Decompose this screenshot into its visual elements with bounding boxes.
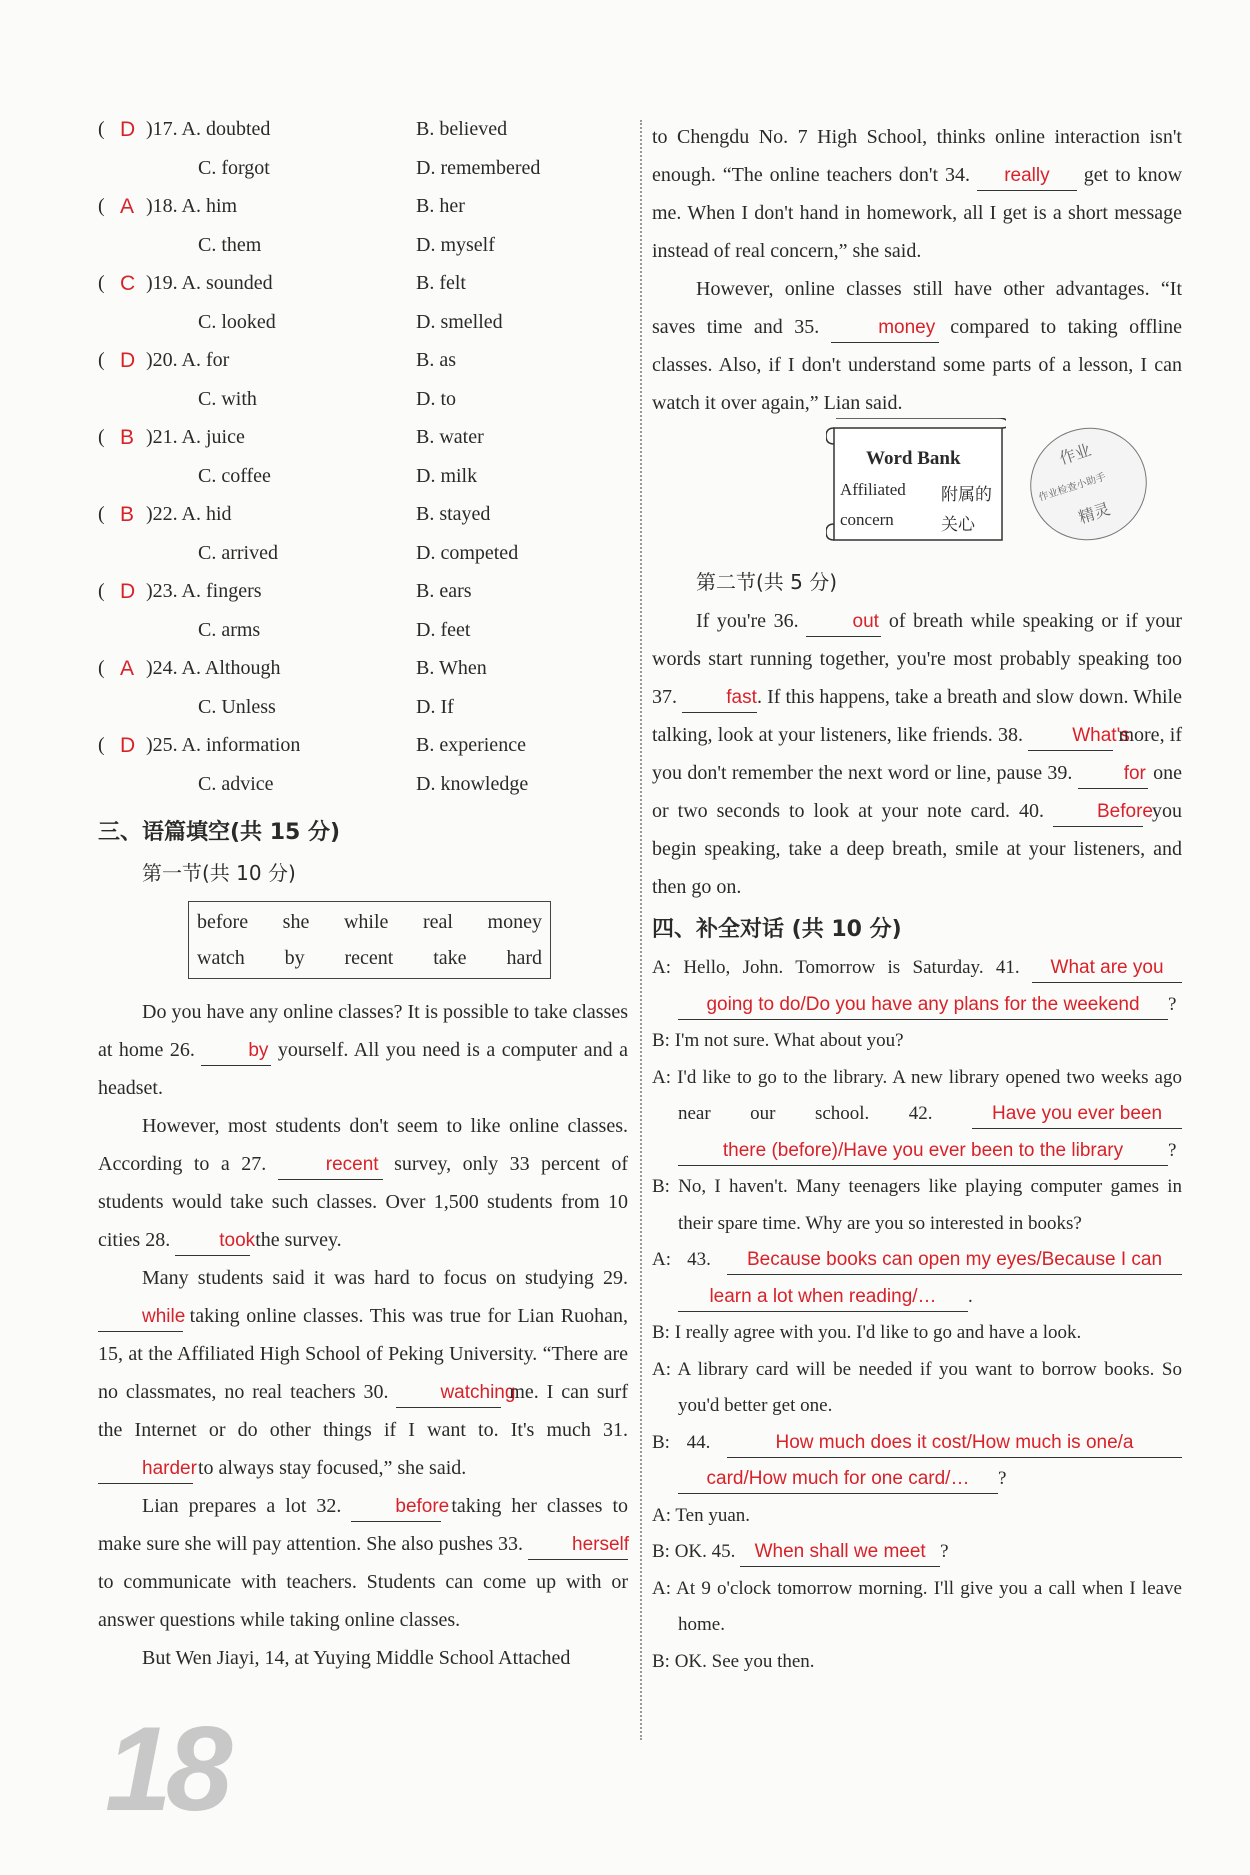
mc-question-row xyxy=(98,118,628,157)
mc-option-b: B. believed xyxy=(416,118,508,140)
mc-option-b: B. her xyxy=(416,195,465,217)
mc-question-row-2 xyxy=(98,388,628,427)
answer-blank-43a[interactable]: Because books can open my eyes/Because I can xyxy=(727,1246,1182,1275)
mc-answer[interactable]: A xyxy=(120,195,135,218)
answer-blank-37[interactable]: fast xyxy=(682,684,757,713)
mc-question-row xyxy=(98,734,628,773)
answer-blank-43b[interactable]: learn a lot when reading/… xyxy=(678,1283,968,1312)
answer-blank-44a[interactable]: How much does it cost/How much is one/a xyxy=(727,1429,1182,1458)
mc-open-paren: ( xyxy=(98,503,105,525)
mc-open-paren: ( xyxy=(98,195,105,217)
word-box-word: before xyxy=(197,911,249,933)
mc-question-row xyxy=(98,426,628,465)
stamp-ring-text: 作业检查小助手 xyxy=(1037,471,1108,504)
answer-blank-33[interactable]: herself xyxy=(528,1531,628,1560)
answer-blank-40[interactable]: Before xyxy=(1053,798,1143,827)
mc-option-c: C. them xyxy=(198,233,262,256)
mc-option-a: )21. A. juice xyxy=(146,426,245,448)
mc-answer[interactable]: A xyxy=(120,657,135,680)
answer-blank-31[interactable]: harder xyxy=(98,1455,193,1484)
mc-option-d: D. remembered xyxy=(416,156,541,179)
mc-answer[interactable]: D xyxy=(120,580,136,603)
mc-answer[interactable]: D xyxy=(120,734,136,757)
section-3-part-1-heading: 第一节(共 10 分) xyxy=(142,861,296,885)
word-box-word: recent xyxy=(344,947,394,969)
mc-option-b: B. water xyxy=(416,426,484,448)
mc-option-a: )18. A. him xyxy=(146,195,238,217)
mc-option-a: )17. A. doubted xyxy=(146,118,271,140)
mc-answer[interactable]: B xyxy=(120,503,135,526)
word-box-word: money xyxy=(487,911,542,933)
mc-option-c: C. arms xyxy=(198,618,261,641)
answer-blank-36[interactable]: out xyxy=(806,608,881,637)
mc-option-a: )19. A. sounded xyxy=(146,272,273,294)
mc-option-a: )25. A. information xyxy=(146,734,301,756)
stamp-bottom-text: 精灵 xyxy=(1076,499,1113,528)
mc-option-b: B. experience xyxy=(416,734,526,756)
mc-option-d: D. milk xyxy=(416,464,478,487)
paragraph-6: to Chengdu No. 7 High School, thinks online interaction isn't enough. “The online teachers don't 34. really get to know me. When I don't hand in homework, all I get is a short message instead of real concern,” she said. xyxy=(652,126,1183,262)
paragraph-4: Lian prepares a lot 32. before taking her classes to make sure she will pay attention. She also pushes 33. herself to communicate with teachers. Students can come up with or answer questions while taking online classes. xyxy=(98,1495,630,1631)
mc-option-d: D. feet xyxy=(416,618,471,641)
answer-blank-41a[interactable]: What are you xyxy=(1032,954,1182,983)
mc-open-paren: ( xyxy=(98,426,105,448)
mc-option-a: )20. A. for xyxy=(146,349,230,371)
mc-open-paren: ( xyxy=(98,349,105,371)
word-box-word: real xyxy=(422,911,453,933)
mc-open-paren: ( xyxy=(98,580,105,602)
dialog-line-42: A: I'd like to go to the library. A new library opened two weeks ago near our school. 42. Have you ever been there (before)/Have you ever been to the library ? xyxy=(652,1060,1182,1170)
mc-question-row-2 xyxy=(98,157,628,196)
mc-question-row-2 xyxy=(98,696,628,735)
dialog-line-b6: B: OK. See you then. xyxy=(652,1650,815,1672)
word-bank xyxy=(826,418,1006,546)
word-box-row-1 xyxy=(197,904,542,940)
answer-blank-35[interactable]: money xyxy=(831,314,939,343)
dialog-line-44: B: 44. How much does it cost/How much is one/a card/How much for one card/… ? xyxy=(652,1425,1182,1498)
mc-option-b: B. stayed xyxy=(416,503,491,525)
mc-question-row-2 xyxy=(98,311,628,350)
mc-question-row-2 xyxy=(98,465,628,504)
mc-question-row xyxy=(98,657,628,696)
mc-option-c: C. looked xyxy=(198,310,276,333)
answer-blank-38[interactable]: What's xyxy=(1028,722,1113,751)
dialog-line-b3: B: I really agree with you. I'd like to go and have a look. xyxy=(652,1322,1082,1343)
right-column xyxy=(652,118,1182,1680)
answer-blank-39[interactable]: for xyxy=(1078,760,1148,789)
answer-blank-26[interactable]: by xyxy=(201,1037,271,1066)
column-divider xyxy=(640,120,642,1740)
word-box-row-2 xyxy=(197,940,542,976)
word-bank-title: Word Bank xyxy=(866,448,961,469)
mc-option-b: B. ears xyxy=(416,580,472,602)
mc-question-row xyxy=(98,195,628,234)
word-box-word: she xyxy=(282,911,310,933)
mc-option-d: D. knowledge xyxy=(416,772,529,795)
mc-option-d: D. to xyxy=(416,387,456,410)
dialog-line-43: A: 43. Because books can open my eyes/Because I can learn a lot when reading/… . xyxy=(652,1242,1182,1315)
answer-blank-44b[interactable]: card/How much for one card/… xyxy=(678,1465,998,1494)
section-4-heading: 四、补全对话 (共 10 分) xyxy=(652,917,902,942)
mc-question-row-2 xyxy=(98,234,628,273)
dialog-line-a4: A: A library card will be needed if you want to borrow books. So you'd better get one. xyxy=(652,1358,1182,1416)
mc-option-c: C. forgot xyxy=(198,156,270,179)
mc-answer[interactable]: D xyxy=(120,118,136,141)
mc-open-paren: ( xyxy=(98,272,105,294)
mc-question-row-2 xyxy=(98,619,628,658)
answer-blank-42b[interactable]: there (before)/Have you ever been to the library xyxy=(678,1137,1168,1166)
mc-question-row xyxy=(98,349,628,388)
dialog-line-b1: B: I'm not sure. What about you? xyxy=(652,1030,904,1051)
answer-blank-29[interactable]: while xyxy=(98,1303,183,1332)
mc-option-a: )22. A. hid xyxy=(146,503,232,525)
paragraph-7: However, online classes still have other advantages. “It saves time and 35. money compared to taking offline classes. Also, if I don't understand some parts of a lesson, I can watch it over again,” Lian said. xyxy=(652,278,1183,414)
mc-question-row-2 xyxy=(98,542,628,581)
mc-option-d: D. myself xyxy=(416,233,495,256)
mc-question-row xyxy=(98,272,628,311)
mc-answer[interactable]: C xyxy=(120,272,136,295)
mc-open-paren: ( xyxy=(98,734,105,756)
mc-question-row-2 xyxy=(98,773,628,812)
mc-answer[interactable]: B xyxy=(120,426,135,449)
word-bank-word-1: Affiliated xyxy=(840,480,906,499)
answer-blank-30[interactable]: watching xyxy=(396,1379,501,1408)
paragraph-3: Many students said it was hard to focus on studying 29. while taking online classes. This was true for Lian Ruohan, 15, at the Affiliated High School of Peking University. “There are no classmates, no real teachers 30. watching me. I can surf the Internet or do other things if I want to. It's much 31. harder to always stay focused,” she said. xyxy=(98,1259,628,1487)
word-box-word: hard xyxy=(506,947,542,969)
paragraph-2: However, most students don't seem to like online classes. According to a 27. recent survey, only 33 percent of students would take such classes. Over 1,500 students from 10 cities 28. took the survey. xyxy=(98,1107,628,1259)
paragraph-5: But Wen Jiayi, 14, at Yuying Middle School Attached xyxy=(142,1647,571,1669)
mc-option-d: D. If xyxy=(416,695,454,718)
dialog-line-45: B: OK. 45. When shall we meet ? xyxy=(652,1534,1182,1571)
mc-question-row xyxy=(98,580,628,619)
answer-blank-32[interactable]: before xyxy=(351,1493,441,1522)
answer-blank-34[interactable]: really xyxy=(977,162,1077,191)
paragraph-1: Do you have any online classes? It is possible to take classes at home 26. by yourself. All you need is a computer and a headset. xyxy=(98,1001,629,1099)
mc-option-b: B. felt xyxy=(416,272,466,294)
mc-option-d: D. competed xyxy=(416,541,519,564)
mc-option-a: )23. A. fingers xyxy=(146,580,262,602)
mc-open-paren: ( xyxy=(98,118,105,140)
mc-open-paren: ( xyxy=(98,657,105,679)
mc-option-a: )24. A. Although xyxy=(146,657,281,679)
answer-blank-28[interactable]: took xyxy=(175,1227,250,1256)
mc-option-c: C. coffee xyxy=(198,464,271,487)
mc-option-c: C. arrived xyxy=(198,541,278,564)
mc-option-c: C. Unless xyxy=(198,695,276,718)
word-bank-meaning-1: 附属的 xyxy=(941,485,992,505)
mc-option-b: B. as xyxy=(416,349,456,371)
paragraph-8: If you're 36. out of breath while speaking or if your words start running together, you're most probably speaking too 37. fast. If this happens, take a breath and slow down. While talking, look at your listeners, like friends. 38. What's more, if you don't remember the next word or line, pause 39. for one or two seconds to look at your note card. 40. Before you begin speaking, take a deep breath, smile at your listeners, and then go on. xyxy=(652,610,1183,898)
word-box xyxy=(188,901,551,979)
word-bank-word-2: concern xyxy=(840,510,894,529)
mc-option-c: C. advice xyxy=(198,772,274,795)
answer-blank-45[interactable]: When shall we meet xyxy=(740,1538,940,1567)
dialog-line-a5: A: Ten yuan. xyxy=(652,1504,751,1526)
left-column xyxy=(98,118,628,1677)
dialog xyxy=(652,950,1182,1680)
word-bank-meaning-2: 关心 xyxy=(941,515,975,535)
mc-question-row xyxy=(98,503,628,542)
section-3-part-2-heading: 第二节(共 5 分) xyxy=(696,570,838,594)
word-box-word: by xyxy=(284,947,305,969)
stamp-top-text: 作业 xyxy=(1056,440,1094,469)
word-box-word: watch xyxy=(197,947,245,969)
dialog-line-a6: A: At 9 o'clock tomorrow morning. I'll give you a call when I leave home. xyxy=(652,1577,1182,1635)
mc-answer[interactable]: D xyxy=(120,349,136,372)
answer-blank-41b[interactable]: going to do/Do you have any plans for the weekend xyxy=(678,991,1168,1020)
section-3-heading: 三、语篇填空(共 15 分) xyxy=(98,820,341,845)
word-box-word: take xyxy=(433,947,467,969)
dialog-line-b2: B: No, I haven't. Many teenagers like playing computer games in their spare time. Why are you so interested in books? xyxy=(652,1176,1182,1234)
mc-option-c: C. with xyxy=(198,387,257,410)
answer-blank-42a[interactable]: Have you ever been xyxy=(972,1100,1182,1129)
dialog-line-41: A: Hello, John. Tomorrow is Saturday. 41. What are you going to do/Do you have any plans for the weekend ? xyxy=(652,950,1182,1023)
page-number: 18 xyxy=(105,1702,227,1836)
multiple-choice-list xyxy=(98,118,628,811)
mc-option-d: D. smelled xyxy=(416,310,503,333)
answer-blank-27[interactable]: recent xyxy=(278,1151,383,1180)
word-box-word: while xyxy=(343,911,389,933)
mc-option-b: B. When xyxy=(416,657,487,679)
